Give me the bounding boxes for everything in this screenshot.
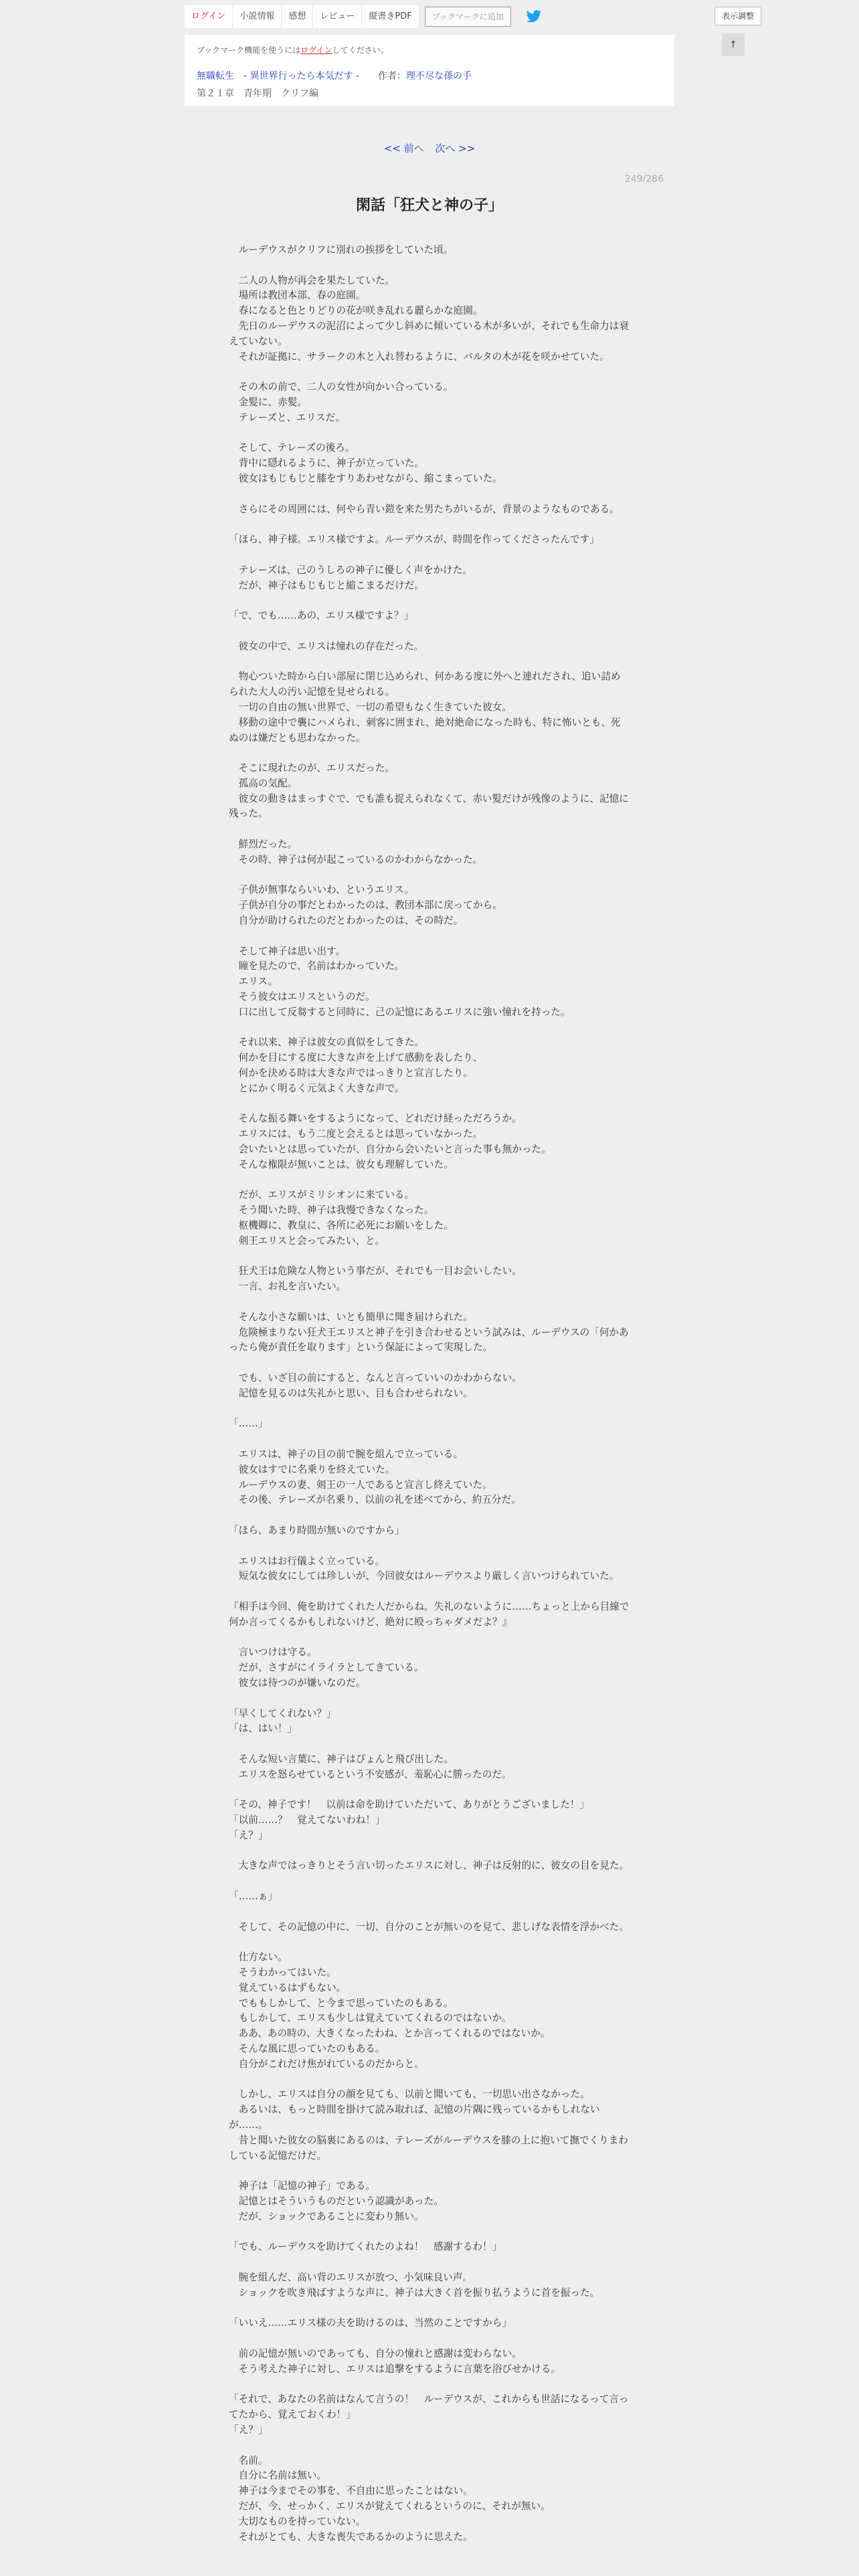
body-paragraph <box>229 2255 630 2270</box>
body-paragraph: 記憶を見るのは失礼かと思い、目も合わせられない。 <box>229 1387 473 1399</box>
body-paragraph <box>229 1782 630 1798</box>
body-paragraph: その時、神子は何が起こっているのかわからなかった。 <box>229 853 483 865</box>
body-paragraph: そんな短い言葉に、神子はぴょんと飛び出した。 <box>229 1753 454 1765</box>
body-paragraph: だが、ショックであることに変わり無い。 <box>229 2210 424 2222</box>
body-paragraph: 前の記憶が無いのであっても、自分の憧れと感謝は変わらない。 <box>229 2347 522 2359</box>
body-paragraph: 「え？」 <box>229 2424 268 2436</box>
body-paragraph: だが、今、せっかく、エリスが覚えてくれるというのに、それが無い。 <box>229 2500 551 2512</box>
body-paragraph: 狂犬王は危険な人物という事だが、それでも一目お会いしたい。 <box>229 1265 522 1277</box>
nav-impressions-link[interactable]: 感想 <box>282 5 313 28</box>
twitter-icon[interactable] <box>526 8 543 25</box>
body-paragraph: 覚えているはずもない。 <box>229 1981 347 1994</box>
body-paragraph: 「それで、あなたの名前はなんて言うの！ ルーデウスが、これからも世話になるって言ってたから、覚えておくわ！」 <box>229 2393 629 2421</box>
body-paragraph <box>229 655 630 670</box>
body-paragraph: 「ほら、あまり時間が無いのですから」 <box>229 1524 405 1536</box>
body-paragraph: 『相手は今回、俺を助けてくれた人だからね。失礼のないように……ちょっと上から目線で何か言ってくるかもしれないけど、絶対に殴っちゃダメだよ？』 <box>229 1600 630 1628</box>
body-paragraph <box>229 2072 630 2088</box>
body-paragraph <box>229 1539 630 1554</box>
body-paragraph: 瞳を見たので、名前はわかっていた。 <box>229 960 405 972</box>
body-paragraph: 子供が無事ならいいわ、というエリス。 <box>229 884 414 896</box>
body-paragraph: 金髪に、赤髪。 <box>229 396 307 408</box>
body-paragraph: 孤高の気配。 <box>229 777 298 789</box>
body-paragraph: とにかく明るく元気よく大きな声で。 <box>229 1082 405 1094</box>
nav-novel-info-link[interactable]: 小説情報 <box>233 5 282 28</box>
novel-info-box <box>185 35 674 106</box>
body-paragraph <box>229 1356 630 1371</box>
body-paragraph <box>229 258 630 274</box>
body-paragraph: 彼女の中で、エリスは憧れの存在だった。 <box>229 640 424 652</box>
body-paragraph: 短気な彼女にしては珍しいが、今回彼女はルーデウスより厳しく言いつけられていた。 <box>229 1570 619 1582</box>
novel-title-link[interactable]: 無職転生 - 異世界行ったら本気だす - <box>197 71 360 82</box>
body-paragraph <box>229 1508 630 1523</box>
body-paragraph <box>229 1432 630 1447</box>
body-paragraph: 物心ついた時から白い部屋に閉じ込められ、何かある度に外へと連れだされ、追い詰められた大人の汚い記憶を見せられる。 <box>229 671 621 698</box>
body-paragraph: 神子は今までその事を、不自由に思ったことはない。 <box>229 2485 473 2497</box>
body-paragraph <box>229 2331 630 2347</box>
body-paragraph: エリスはお行儀よく立っている。 <box>229 1555 385 1567</box>
author-link[interactable]: 理不尽な孫の手 <box>406 71 472 82</box>
body-paragraph: エリスは、神子の目の前で腕を組んで立っている。 <box>229 1448 463 1460</box>
body-paragraph: でももしかして、と今まで思っていたのもある。 <box>229 1997 454 2009</box>
body-paragraph: 会いたいとは思っていたが、自分から会いたいと言った事も無かった。 <box>229 1144 551 1156</box>
body-paragraph <box>229 426 630 441</box>
body-paragraph: 仕方ない。 <box>229 1951 288 1963</box>
body-paragraph: 言いつけは守る。 <box>229 1646 317 1658</box>
display-settings-button[interactable]: 表示調整 <box>714 7 761 25</box>
body-paragraph: 口に出して反芻すると同時に、己の記憶にあるエリスに強い憧れを持った。 <box>229 1006 571 1018</box>
nav-vertical-pdf-link[interactable]: 縦書きPDF <box>362 5 419 28</box>
body-paragraph: 記憶とはそういうものだという認識があった。 <box>229 2195 444 2207</box>
body-paragraph: あるいは、もっと時間を掛けて読み取れば、記憶の片隅に残っているかもしれないが……。 <box>229 2104 600 2131</box>
add-bookmark-button[interactable]: ブックマークに追加 <box>425 7 511 27</box>
body-paragraph: 自分がこれだけ焦がれているのだからと。 <box>229 2058 424 2070</box>
body-paragraph: そうわかってはいた。 <box>229 1967 337 1979</box>
body-paragraph: 「いいえ……エリス様の夫を助けるのは、当然のことですから」 <box>229 2317 512 2329</box>
body-paragraph: そう聞いた時、神子は我慢できなくなった。 <box>229 1204 434 1216</box>
nav-review-link[interactable]: レビュー <box>313 5 362 28</box>
body-paragraph: 危険極まりない狂犬王エリスと神子を引き合わせるという試みは、ルーデウスの「何かあったら俺が責任を取ります」という保証によって実現した。 <box>229 1326 629 1354</box>
body-paragraph: 一言、お礼を言いたい。 <box>229 1281 347 1293</box>
body-paragraph <box>229 822 630 837</box>
body-paragraph: 自分が助けられたのだとわかったのは、その時だ。 <box>229 915 464 927</box>
body-paragraph: 彼女はすでに名乗りを終えていた。 <box>229 1463 395 1475</box>
body-paragraph: そして、その記憶の中に、一切、自分のことが無いのを見て、悲しげな表情を浮かべた。 <box>229 1921 629 1933</box>
body-paragraph: 自分に名前は無い。 <box>229 2470 326 2482</box>
body-paragraph: 子供が自分の事だとわかったのは、教団本部に戻ってから。 <box>229 899 502 911</box>
body-paragraph <box>229 1402 630 1417</box>
body-paragraph: 「……ぁ」 <box>229 1891 278 1903</box>
body-paragraph <box>229 1295 630 1310</box>
body-paragraph: 大切なものを持っていない。 <box>229 2515 366 2527</box>
body-paragraph: さらにその周囲には、何やら青い鎧を来た男たちがいるが、背景のようなものである。 <box>229 503 619 515</box>
body-paragraph: テレーズは、己のうしろの神子に優しく声をかけた。 <box>229 564 472 576</box>
body-paragraph: そう彼女はエリスというのだ。 <box>229 991 375 1003</box>
body-paragraph: そんな権限が無いことは、彼女も理解していた。 <box>229 1158 454 1170</box>
body-paragraph: 「で、でも……あの、エリス様ですよ？」 <box>229 610 414 622</box>
body-paragraph: テレーズと、エリスだ。 <box>229 411 345 423</box>
body-paragraph: そんな風に思っていたのもある。 <box>229 2043 385 2055</box>
episode-title: 閑話「狂犬と神の子」 <box>355 197 503 214</box>
body-paragraph <box>229 517 630 532</box>
body-paragraph <box>229 746 630 761</box>
nav-login-link[interactable]: ログイン <box>185 5 233 28</box>
body-paragraph: 「その、神子です！ 以前は命を助けていただいて、ありがとうございました！」 <box>229 1799 590 1811</box>
body-paragraph <box>229 2377 630 2393</box>
body-paragraph: 大きな声ではっきりとそう言い切ったエリスに対し、神子は反射的に、彼女の目を見た。 <box>229 1860 630 1872</box>
body-paragraph: 「え？」 <box>229 1829 268 1841</box>
body-paragraph <box>229 1935 630 1950</box>
body-paragraph: しかし、エリスは自分の顔を見ても、以前と聞いても、一切思い出さなかった。 <box>229 2088 590 2101</box>
body-paragraph: 背中に隠れるように、神子が立っていた。 <box>229 457 424 469</box>
body-paragraph: だが、エリスがミリシオンに来ている。 <box>229 1189 414 1201</box>
pager <box>185 141 674 155</box>
body-paragraph <box>229 929 630 944</box>
body-paragraph: ルーデウスの妻、剣王の一人であると宣言し終えていた。 <box>229 1479 492 1491</box>
body-paragraph: 剣王エリスと会ってみたい、と。 <box>229 1235 385 1247</box>
body-paragraph: そんな小さな願いは、いとも簡単に聞き届けられた。 <box>229 1311 473 1323</box>
body-paragraph: それが証拠に、サラークの木と入れ替わるように、バルタの木が花を咲かせていた。 <box>229 350 609 362</box>
scroll-top-arrow-icon[interactable]: ↑ <box>722 33 745 56</box>
series-line <box>197 69 662 82</box>
next-link[interactable]: 次へ >> <box>435 142 476 154</box>
body-paragraph: 「……」 <box>229 1418 268 1430</box>
body-paragraph: それがとても、大きな喪失であるかのように思えた。 <box>229 2531 473 2543</box>
body-paragraph <box>229 868 630 883</box>
body-paragraph: そんな振る舞いをするようになって、どれだけ経っただろうか。 <box>229 1113 522 1125</box>
body-paragraph: その後、テレーズが名乗り、以前の礼を述べてから、約五分だ。 <box>229 1494 521 1506</box>
body-paragraph: 場所は教団本部、春の庭園。 <box>229 290 366 302</box>
body-paragraph <box>229 1737 630 1752</box>
body-paragraph: それ以来、神子は彼女の真似をしてきた。 <box>229 1037 424 1049</box>
body-paragraph: そして神子は思い出す。 <box>229 945 345 957</box>
body-paragraph: 彼女は待つのが嫌いなのだ。 <box>229 1677 366 1689</box>
page <box>185 0 754 2545</box>
body-paragraph <box>229 1097 630 1112</box>
body-paragraph: 「でも、ルーデウスを助けてくれたのよね！ 感謝するわ！」 <box>229 2241 502 2253</box>
body-paragraph: 「早くしてくれない？」 <box>229 1707 337 1719</box>
body-paragraph: 先日のルーデウスの泥沼によって少し斜めに傾いている木が多いが、それでも生命力は衰えていない。 <box>229 320 629 347</box>
body-paragraph: だが、神子はもじもじと縮こまるだけだ。 <box>229 579 424 591</box>
body-paragraph: だが、さすがにイライラとしてきている。 <box>229 1662 424 1674</box>
body-paragraph <box>229 2438 630 2454</box>
body-paragraph <box>229 487 630 502</box>
bookmark-note <box>197 44 662 56</box>
body-paragraph: エリスを怒らせているという不安感が、羞恥心に勝ったのだ。 <box>229 1768 512 1780</box>
body-paragraph: そう考えた神子に対し、エリスは追撃をするように言葉を浴びせかける。 <box>229 2363 561 2375</box>
author-label: 作者： <box>378 71 407 82</box>
body-paragraph <box>229 1844 630 1859</box>
novel-body <box>229 243 630 2545</box>
body-paragraph: でも、いざ目の前にすると、なんと言っていいのかわからない。 <box>229 1372 522 1384</box>
episode-counter: 249/286 <box>624 174 664 185</box>
body-paragraph <box>229 2225 630 2240</box>
body-paragraph: 彼女の動きはまっすぐで、でも誰も捉えられなくて、赤い髪だけが残像のように、記憶に残った。 <box>229 792 629 820</box>
body-paragraph: 昔と聞いた彼女の脳裏にあるのは、テレーズがルーデウスを膝の上に抱いて撫でくりまわしている記憶だけだ。 <box>229 2134 628 2161</box>
body-paragraph <box>229 1173 630 1188</box>
twitter-bird-icon <box>526 10 542 23</box>
body-paragraph: その木の前で、二人の女性が向かい合っている。 <box>229 381 454 393</box>
chapter-label: 第２１章 青年期 クリフ編 <box>197 88 318 99</box>
top-nav <box>185 0 754 33</box>
body-paragraph: 「は、はい！」 <box>229 1723 298 1735</box>
body-paragraph <box>229 1584 630 1600</box>
body-paragraph: エリスには、もう二度と会えるとは思っていなかった。 <box>229 1128 483 1140</box>
body-paragraph: 彼女はもじもじと膝をすりあわせながら、縮こまっていた。 <box>229 472 502 484</box>
body-paragraph <box>229 1691 630 1707</box>
body-paragraph <box>229 364 630 380</box>
body-paragraph <box>229 1021 630 1036</box>
body-paragraph: ショックを吹き飛ばすような声に、神子は大きく首を振り払うように首を振った。 <box>229 2286 600 2298</box>
body-paragraph <box>229 1249 630 1265</box>
bookmark-note-pre: ブックマーク機能を使うには <box>197 45 301 55</box>
body-paragraph: そこに現れたのが、エリスだった。 <box>229 762 395 774</box>
body-paragraph: 枢機卿に、教皇に、各所に必死にお願いをした。 <box>229 1220 454 1231</box>
body-paragraph <box>229 1874 630 1889</box>
body-paragraph: ああ、あの時の、大きくなったわね、とか言ってくれるのではないか。 <box>229 2028 551 2040</box>
body-paragraph <box>229 548 630 563</box>
body-paragraph: 二人の人物が再会を果たしていた。 <box>229 274 395 286</box>
body-paragraph: そして、テレーズの後ろ。 <box>229 442 355 454</box>
body-paragraph <box>229 1630 630 1646</box>
body-paragraph <box>229 2163 630 2179</box>
body-paragraph <box>229 624 630 639</box>
body-paragraph: 春になると色とりどりの花が咲き乱れる麗らかな庭園。 <box>229 305 483 317</box>
body-paragraph: 神子は「記憶の神子」である。 <box>229 2180 375 2192</box>
body-paragraph: もしかして、エリスも少しは覚えていてくれるのではないか。 <box>229 2012 512 2024</box>
bookmark-note-post: してください。 <box>332 45 389 55</box>
body-paragraph: 一切の自由の無い世界で、一切の希望もなく生きていた彼女。 <box>229 701 512 713</box>
body-paragraph: 何かを目にする度に大きな声を上げて感動を表したり、 <box>229 1052 483 1064</box>
body-paragraph: 何かを決める時は大きな声ではっきりと宣言したり。 <box>229 1067 473 1079</box>
body-paragraph: エリス。 <box>229 976 278 988</box>
body-paragraph: 名前。 <box>229 2454 268 2466</box>
body-paragraph <box>229 2301 630 2317</box>
bookmark-login-link[interactable]: ログイン <box>300 45 332 55</box>
body-paragraph <box>229 1905 630 1920</box>
body-paragraph: ルーデウスがクリフに別れの挨拶をしていた頃。 <box>229 244 454 255</box>
body-paragraph: 「以前……？ 覚えてないわね！」 <box>229 1814 385 1826</box>
body-paragraph: 腕を組んだ、高い背のエリスが放つ、小気味良い声。 <box>229 2271 472 2283</box>
body-paragraph <box>229 593 630 609</box>
prev-link[interactable]: << 前へ <box>383 142 424 154</box>
body-paragraph: 鮮烈だった。 <box>229 839 298 851</box>
body-paragraph: 移動の途中で襲にハメられ、刺客に囲まれ、絶対絶命になった時も、特に怖いとも、死ぬのは嫌だとも思わなかった。 <box>229 716 621 744</box>
body-paragraph: 「ほら、神子様。エリス様ですよ。ルーデウスが、時間を作ってくださったんです」 <box>229 534 599 546</box>
